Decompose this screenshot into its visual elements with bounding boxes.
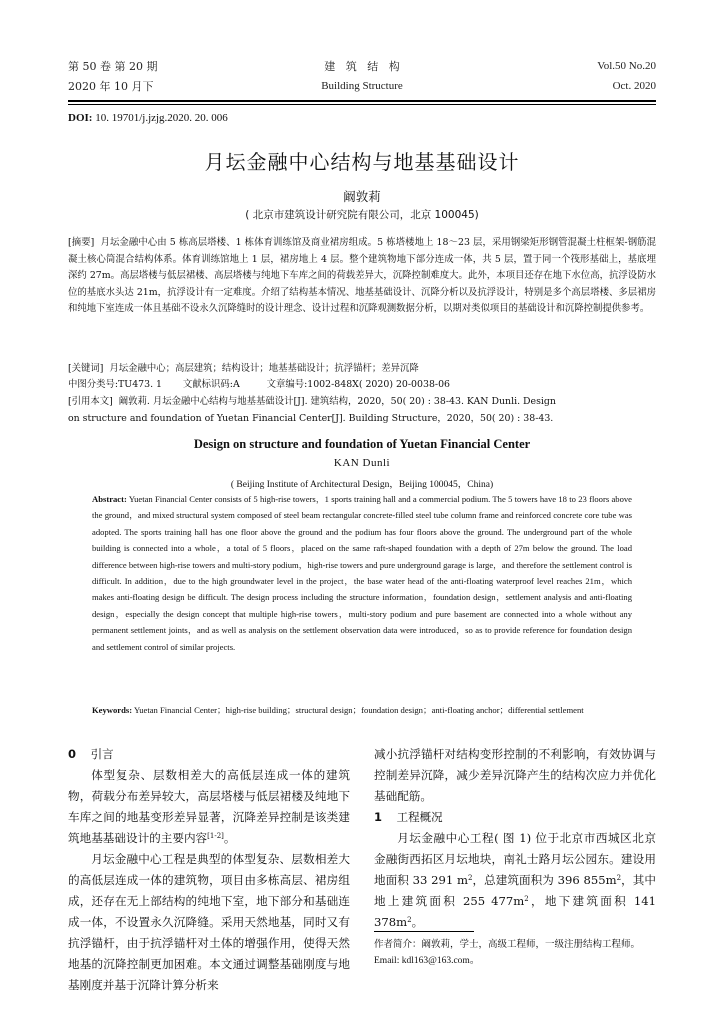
sup-2c: 2 <box>524 895 529 903</box>
body-left-column <box>68 744 350 996</box>
body-paragraph-1-end: 。 <box>223 831 236 845</box>
para4-b: ，总建筑面积为 396 855m <box>472 873 617 887</box>
keywords-cn-label: [关键词] <box>68 363 104 374</box>
abstract-en <box>92 491 632 655</box>
abstract-en-text: Yuetan Financial Center consists of 5 high-rise towers，1 sports training hall and a commercial podium. The 5 towers have 18 to 23 floors above the ground，and mixed structural system composed of steel beam rectangular concrete-filled steel tube column frame and reinforced concrete core tube was adopted. The sports training hall has one floor above the ground and the podium has four floors above the ground. The underground part of the whole building is connected into a whole，a total of 5 floors，placed on the same raft-shaped foundation with a depth of 27m below the ground. The load difference between high-rise towers and multi-story podium，high-rise towers and pure underground garage is large，and therefore the settlement control is difficult. In addition，due to the high groundwater level in the project，the base water head of the anti-floating waterproof level reaches 21m，which makes anti-floating design be difficult. The design process including the structure information，foundation design，settlement analysis and anti-floating design，especially the design concept that multiple high-rise towers，multi-story podium and pure basement are connected into a whole without any permanent settlement joints，and as well as analysis on the settlement observation data were introduced，so as to provide reference for foundation design and settlement control of similar projects. <box>92 494 632 652</box>
para4-c: ，其中地上建筑面积 255 477m <box>374 873 656 908</box>
abstract-cn-text: 月坛金融中心由 5 栋高层塔楼、1 栋体育训练馆及商业裙房组成。5 栋塔楼地上 18～23 层，采用钢梁矩形钢管混凝土柱框架-钢筋混凝土核心筒混合结构体系。体育训练馆地上 1 层，裙房地上 4 层。整个建筑物地下部分连成一体，共 5 层，置于同一个筏形基础上，基底埋深约 27m。高层塔楼与低层裙楼、高层塔楼与纯地下车库之间的荷载差异大，沉降控制难度大。此外，本项目还存在地下水位高，抗浮设防水位的基底水头达 21m，抗浮设计有一定难度。介绍了结构基本情况、地基基础设计、沉降分析以及抗浮设计，特别是多个高层塔楼、多层裙房和纯地下室连成一体且基础不设永久沉降缝时的设计理念、设计过程和沉降观测数据分析，以期对类似项目的基础设计和沉降控制提供参考。 <box>68 237 656 314</box>
citation-line1-text: 阚敦莉. 月坛金融中心结构与地基基础设计[J]. 建筑结构，2020，50( 20) : 38-43. KAN Dunli. Design <box>118 396 556 407</box>
abstract-cn-label: [摘要] <box>68 237 95 248</box>
clc-label: 中图分类号: <box>68 379 119 390</box>
art-value: 1002-848X( 2020) 20-0038-06 <box>307 379 451 390</box>
affiliation-cn: ( 北京市建筑设计研究院有限公司，北京 100045) <box>245 209 479 221</box>
clc-value: TU473. 1 <box>118 379 163 390</box>
keywords-en-label: Keywords: <box>92 705 133 715</box>
header-date-en: Oct. 2020 <box>612 80 656 92</box>
body-paragraph-1 <box>68 765 350 849</box>
footnote-rule <box>374 931 474 932</box>
header-vol-en: Vol.50 No.20 <box>597 60 656 72</box>
footnote-email: Email: kdl163@163.com。 <box>374 956 480 966</box>
header-journal-cn: 建 筑 结 构 <box>324 60 400 73</box>
section-0-heading <box>68 744 350 765</box>
sup-2d: 2 <box>407 916 412 924</box>
title-en: Design on structure and foundation of Yuetan Financial Center <box>193 437 531 451</box>
header-journal-en: Building Structure <box>321 80 403 92</box>
body-right-column <box>374 744 656 933</box>
para4-d: ，地下建筑面积 141 378m <box>374 894 656 929</box>
abstract-en-label: Abstract: <box>92 494 127 504</box>
body-paragraph-4 <box>374 828 656 933</box>
affiliation-en: ( Beijing Institute of Architectural Design，Beijing 100045，China) <box>230 480 494 490</box>
doi-label: DOI: <box>68 112 93 124</box>
author-en: KAN Dunli <box>333 457 391 469</box>
body-paragraph-1-text: 体型复杂、层数相差大的高低层连成一体的建筑物，荷载分布差异较大，高层塔楼与低层裙楼及纯地下车库之间的地基变形差异显著，沉降差异控制是该类建筑地基基础设计的主要内容 <box>68 768 350 845</box>
sup-2b: 2 <box>616 874 622 882</box>
body-paragraph-3: 减小抗浮锚杆对结构变形控制的不利影响，有效协调与控制差异沉降，减少差异沉降产生的结构次应力并优化基础配筋。 <box>374 747 656 803</box>
footnote-author: 作者简介：阚敦莉，学士，高级工程师，一级注册结构工程师。 <box>374 939 641 950</box>
doc-value: A <box>232 379 240 390</box>
keywords-cn <box>68 361 656 378</box>
reference-mark: [1-2] <box>207 832 224 840</box>
author-cn: 阚敦莉 <box>343 189 381 204</box>
body-paragraph-2: 月坛金融中心工程是典型的体型复杂、层数相差大的高低层连成一体的建筑物，项目由多栋高层、裙房组成，还存在无上部结构的纯地下室，地下部分和基础连成一体，不设置永久沉降缝。采用天然地基，同时又有抗浮锚杆，由于抗浮锚杆对土体的增强作用，使得天然地基的沉降控制更加困难。本文通过调整基础刚度与地基刚度并基于沉降计算分析来 <box>68 852 350 992</box>
classification-line <box>68 377 656 394</box>
header-vol-cn: 第 50 卷 第 20 期 <box>68 60 158 73</box>
doc-label: 文献标识码: <box>182 379 233 390</box>
header-rule-thick <box>68 100 656 102</box>
keywords-cn-text: 月坛金融中心；高层建筑；结构设计；地基基础设计；抗浮锚杆；差异沉降 <box>109 363 419 374</box>
keywords-en-text: Yuetan Financial Center；high-rise building；structural design；foundation design；anti-floating anchor；differential settlement <box>133 705 584 715</box>
sup-2a: 2 <box>467 874 473 882</box>
citation-line2: on structure and foundation of Yuetan Financial Center[J]. Building Structure，2020，50( 20) : 38-43. <box>68 412 554 424</box>
page-title: 月坛金融中心结构与地基基础设计 <box>204 150 520 174</box>
section-1-heading <box>374 807 656 828</box>
section-1-number: 1 <box>374 810 383 824</box>
section-0-title: 引言 <box>90 747 114 761</box>
citation-line1 <box>68 394 656 411</box>
citation-label: [引用本文] <box>68 396 113 407</box>
keywords-en <box>92 702 632 718</box>
doi-value: 10. 19701/j.jzjg.2020. 20. 006 <box>95 112 228 124</box>
header-date-cn: 2020 年 10 月下 <box>68 80 154 93</box>
abstract-cn <box>68 235 656 318</box>
citation <box>68 394 656 427</box>
section-0-number: 0 <box>68 747 77 761</box>
doi-line <box>68 112 228 124</box>
section-1-title: 工程概况 <box>396 810 443 824</box>
para4-e: 。 <box>411 915 424 929</box>
para4-a: 月坛金融中心工程( 图 1) 位于北京市西城区北京金融街西拓区月坛地块，南礼士路月坛公园东。建设用地面积 33 291 m <box>374 831 656 887</box>
art-label: 文章编号: <box>266 379 308 390</box>
header-rule-thin <box>68 104 656 105</box>
